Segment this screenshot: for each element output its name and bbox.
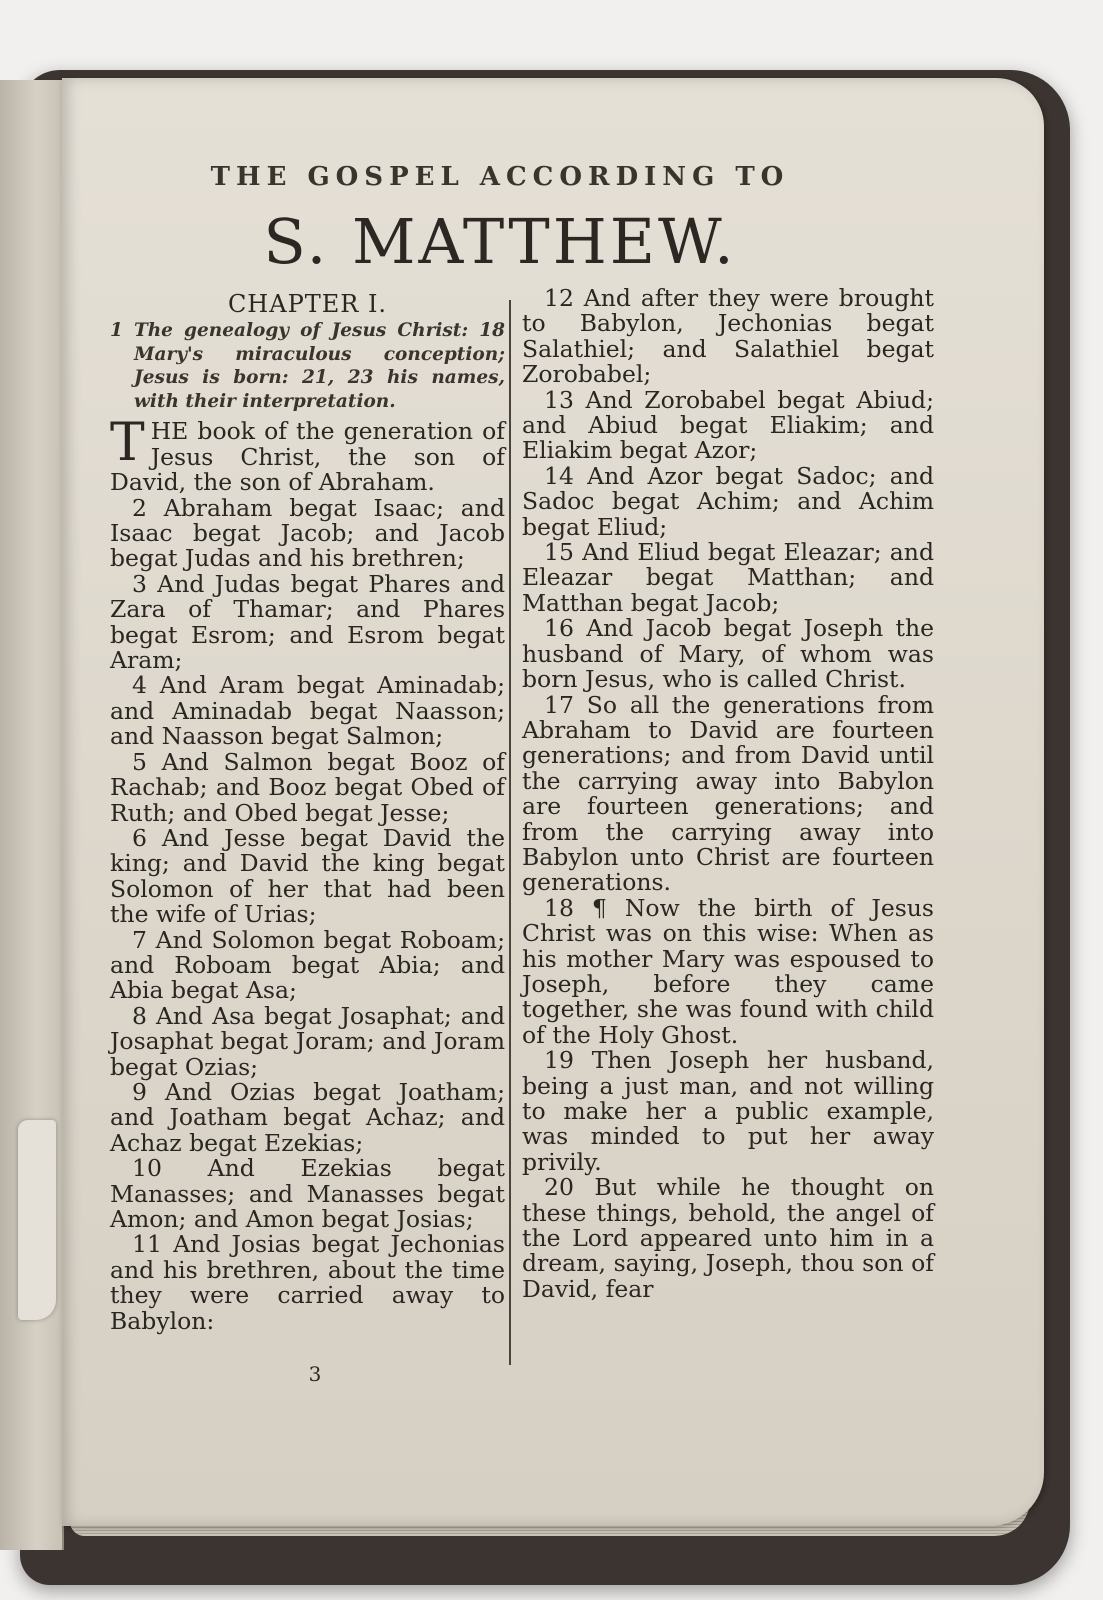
verse-9: 9 And Ozias begat Joatham; and Joatham begat Achaz; and Achaz begat Ezekias;	[110, 1077, 505, 1157]
verse-3: 3 And Judas begat Phares and Zara of Thamar; and Phares begat Esrom; and Esrom begat Aram;	[110, 569, 505, 675]
verse-5: 5 And Salmon begat Booz of Rachab; and Booz begat Obed of Ruth; and Obed begat Jesse;	[110, 747, 505, 827]
verse-12: 12 And after they were brought to Babylon, Jechonias begat Salathiel; and Salathiel begat Zorobabel;	[522, 284, 934, 389]
verse-text: HE book of the generation of Jesus Christ, the son of David, the son of Abraham.	[110, 417, 505, 497]
verse-8: 8 And Asa begat Josaphat; and Josaphat begat Joram; and Joram begat Ozias;	[110, 1001, 505, 1081]
verse-20: 20 But while he thought on these things, behold, the angel of the Lord appeared unto him in a dream, saying, Joseph, thou son of David, fear	[522, 1173, 934, 1303]
verse-15: 15 And Eliud begat Eleazar; and Eleazar begat Matthan; and Matthan begat Jacob;	[522, 538, 934, 617]
verse-4: 4 And Aram begat Aminadab; and Aminadab begat Naasson; and Naasson begat Salmon;	[110, 671, 505, 751]
verse-17: 17 So all the generations from Abraham to David are fourteen generations; and from David until the carrying away into Babylon are fourteen generations; and from the carrying away into Babylon unto Christ are fourteen generations.	[522, 690, 934, 897]
verse-10: 10 And Ezekias begat Manasses; and Manasses begat Amon; and Amon begat Josias;	[110, 1154, 505, 1233]
right-column	[522, 286, 934, 1302]
verse-16: 16 And Jacob begat Joseph the husband of Mary, of whom was born Jesus, who is called Christ.	[522, 614, 934, 694]
verse-13: 13 And Zorobabel begat Abiud; and Abiud begat Eliakim; and Eliakim begat Azor;	[522, 385, 934, 465]
chapter-summary: 1 The genealogy of Jesus Christ: 18 Mary's miraculous conception; Jesus is born: 21, 23 his names, with their interpretation.	[110, 320, 505, 412]
gospel-heading: THE GOSPEL ACCORDING TO	[210, 162, 790, 192]
page-number: 3	[308, 1362, 322, 1386]
verse-14: 14 And Azor begat Sadoc; and Sadoc begat Achim; and Achim begat Eliud;	[522, 461, 934, 541]
drop-cap: T	[110, 413, 145, 474]
torn-page-strip	[18, 1120, 56, 1320]
chapter-heading: CHAPTER I.	[227, 290, 388, 318]
book-title: S. MATTHEW.	[263, 205, 737, 278]
verse-19: 19 Then Joseph her husband, being a just man, and not willing to make her a public example, was minded to put her away privily.	[522, 1046, 934, 1176]
verse-6: 6 And Jesse begat David the king; and David the king begat Solomon of her that had been the wife of Urias;	[110, 823, 505, 929]
verse-1	[110, 413, 505, 497]
column-rule	[509, 300, 511, 1365]
left-column	[110, 292, 505, 1334]
verse-7: 7 And Solomon begat Roboam; and Roboam begat Abia; and Abia begat Asa;	[110, 925, 505, 1005]
verse-2: 2 Abraham begat Isaac; and Isaac begat Jacob; and Jacob begat Judas and his brethren;	[110, 493, 505, 573]
verse-18: 18 ¶ Now the birth of Jesus Christ was on this wise: When as his mother Mary was espoused to Joseph, before they came together, she was found with child of the Holy Ghost.	[522, 893, 934, 1049]
facing-page-edge	[0, 80, 64, 1550]
verse-11: 11 And Josias begat Jechonias and his brethren, about the time they were carried away to Babylon:	[110, 1230, 505, 1335]
